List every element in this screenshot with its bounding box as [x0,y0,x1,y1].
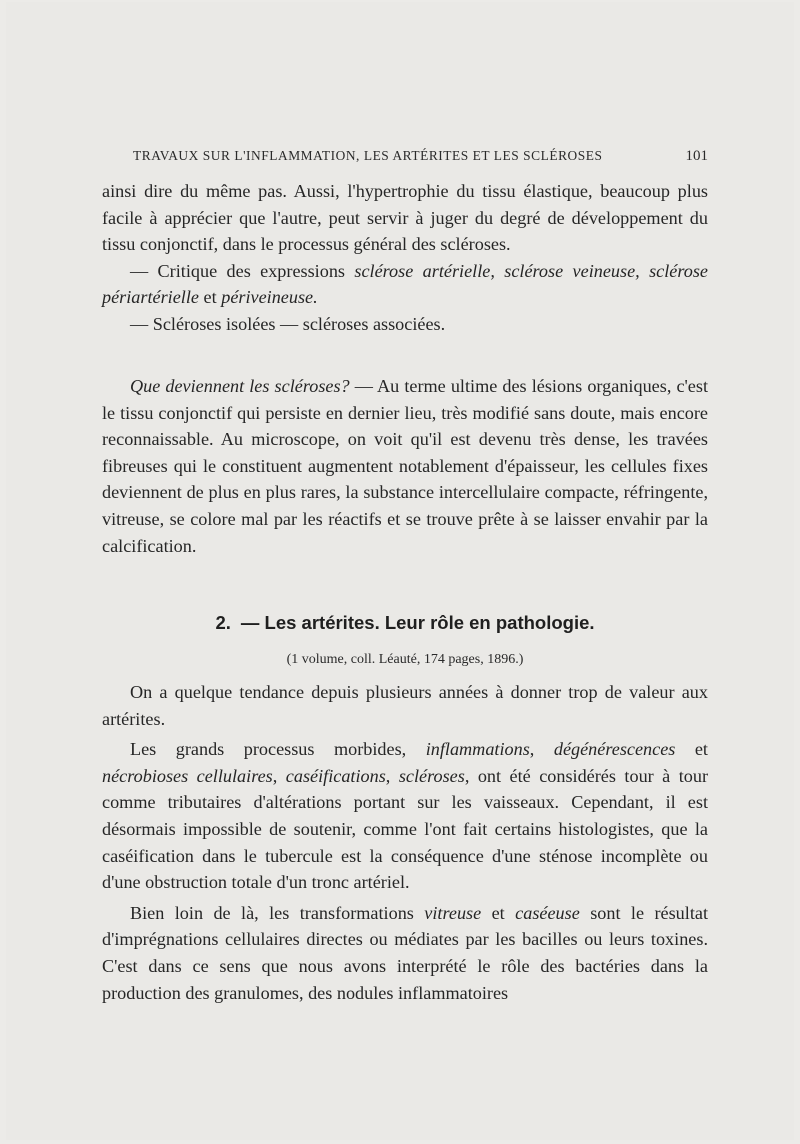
text-block-scleroses [102,178,708,338]
section-heading [102,612,708,634]
paragraph-critique: — Critique des expressions sclérose artérielle, sclérose veineuse, sclérose périartérielle et périveineuse. [102,260,708,308]
paragraph-scleroses-isolees: — Scléroses isolées — scléroses associées. [130,313,446,334]
paragraph-question: Que deviennent les scléroses? — Au terme ultime des lésions organiques, c'est le tissu conjonctif qui persiste en dernier lieu, très modifié sans doute, mais encore reconnaissable. Au microscope, on voit qu'il est devenu très dense, les travées fibreuses qui le constituent augmentent notablement d'épaisseur, les cellules fixes deviennent de plus en plus rares, la substance intercellulaire compacte, réfringente, vitreuse, se colore mal par les réactifs et se trouve prête à se laisser envahir par la calcification. [102,376,709,556]
section-number: 2. [215,612,231,633]
running-header [133,148,708,164]
section-title: — Les artérites. Leur rôle en pathologie. [240,612,595,633]
paragraph: ainsi dire du même pas. Aussi, l'hypertrophie du tissu élastique, beaucoup plus facile à apprécier que l'autre, peut servir à juger du degré de développement du tissu conjonctif, dans le processus général des scléroses. [102,181,708,255]
running-title: TRAVAUX SUR L'INFLAMMATION, LES ARTÉRITES ET LES SCLÉROSES [133,148,603,163]
section-citation: (1 volume, coll. Léauté, 174 pages, 1896.) [286,652,524,667]
text-block-arterites [102,679,708,1006]
page-number: 101 [685,148,708,164]
text-block-devenir [102,373,708,559]
paragraph-transformations: Bien loin de là, les transformations vitreuse et caséeuse sont le résultat d'imprégnations cellulaires directes ou médiates par les bacilles ou leurs toxines. C'est dans ce sens que nous avons interprété le rôle des bactéries dans la production des granulomes, des nodules inflammatoires [102,902,708,1003]
paragraph-processus: Les grands processus morbides, inflammations, dégénérescences et nécrobioses cellulaires, caséifications, scléroses, ont été considérés tour à tour comme tributaires d'altérations portant sur les vaisseaux. Cependant, il est désormais impossible de soutenir, comme l'ont fait certains histologistes, que la caséification dans le tubercule est la conséquence d'une sténose incomplète ou d'une obstruction totale d'un tronc artériel. [102,739,709,893]
paragraph: On a quelque tendance depuis plusieurs années à donner trop de valeur aux artérites. [102,682,708,729]
